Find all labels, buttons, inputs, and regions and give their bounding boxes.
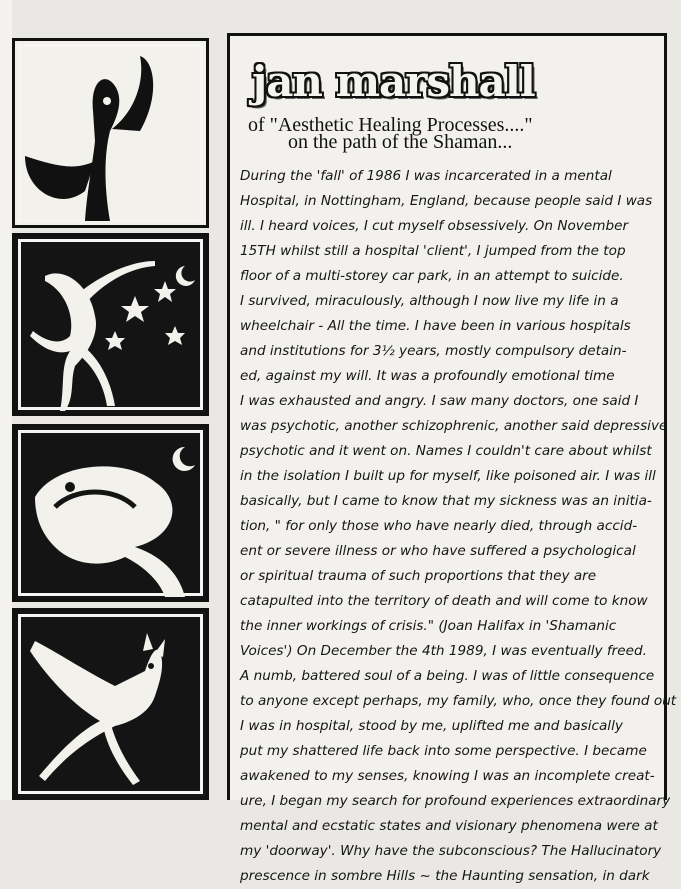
subtitle-line-1: of "Aesthetic Healing Processes...." bbox=[248, 114, 533, 136]
body-line: During the 'fall' of 1986 I was incarcerated in a mental bbox=[240, 168, 612, 184]
illustration-panel-1 bbox=[12, 38, 209, 228]
body-line: ill. I heard voices, I cut myself obsessively. On November bbox=[240, 218, 629, 234]
body-line: tion, " for only those who have nearly died, through accid- bbox=[240, 518, 638, 534]
body-line: awakened to my senses, knowing I was an incomplete creat- bbox=[240, 768, 655, 784]
subtitle-line-2: on the path of the Shaman... bbox=[288, 131, 513, 153]
body-line: I was exhausted and angry. I saw many doctors, one said I bbox=[240, 393, 639, 409]
fish-creature-moon-icon bbox=[15, 427, 206, 599]
body-line: psychotic and it went on. Names I couldn't care about whilst bbox=[240, 443, 652, 459]
page-margin bbox=[0, 0, 12, 800]
illustration-panel-3 bbox=[12, 424, 209, 602]
body-line: mental and ecstatic states and visionary phenomena were at bbox=[240, 818, 658, 834]
body-line: in the isolation I built up for myself, like poisoned air. I was ill bbox=[240, 468, 656, 484]
body-line: put my shattered life back into some perspective. I became bbox=[240, 743, 647, 759]
illustration-panel-2 bbox=[12, 233, 209, 416]
body-line: A numb, battered soul of a being. I was of little consequence bbox=[240, 668, 655, 684]
body-line: catapulted into the territory of death and will come to know bbox=[240, 593, 648, 609]
illustration-panel-4 bbox=[12, 608, 209, 800]
body-line: my 'doorway'. Why have the subconscious? The Hallucinatory bbox=[240, 843, 662, 859]
body-line: or spiritual trauma of such proportions that they are bbox=[240, 568, 597, 584]
animal-figure-icon bbox=[15, 611, 206, 797]
leaping-figure-stars-icon bbox=[15, 236, 206, 413]
article-frame bbox=[227, 33, 677, 884]
body-line: basically, but I came to know that my sickness was an initia- bbox=[240, 493, 652, 509]
body-line: wheelchair - All the time. I have been in various hospitals bbox=[240, 318, 631, 334]
body-line: to anyone except perhaps, my family, who, once they found out bbox=[240, 693, 677, 709]
body-line: I survived, miraculously, although I now live my life in a bbox=[240, 293, 619, 309]
figure-raised-arms-icon bbox=[15, 41, 206, 225]
body-line: I was in hospital, stood by me, uplifted me and basically bbox=[240, 718, 623, 734]
body-line: ure, I began my search for profound experiences extraordinary bbox=[240, 793, 671, 809]
body-line: ent or severe illness or who have suffered a psychological bbox=[240, 543, 636, 559]
body-line: and institutions for 3½ years, mostly compulsory detain- bbox=[240, 343, 627, 359]
body-line: ed, against my will. It was a profoundly emotional time bbox=[240, 368, 615, 384]
body-line: was psychotic, another schizophrenic, another said depressive bbox=[240, 418, 668, 434]
author-title: jan marshall bbox=[252, 57, 535, 106]
body-line: floor of a multi-storey car park, in an attempt to suicide. bbox=[240, 268, 624, 284]
body-line: prescence in sombre Hills ~ the Haunting sensation, in dark bbox=[240, 868, 650, 884]
body-line: Voices') On December the 4th 1989, I was eventually freed. bbox=[240, 643, 647, 659]
article-body bbox=[240, 164, 677, 889]
body-line: the inner workings of crisis." (Joan Halifax in 'Shamanic bbox=[240, 618, 617, 634]
body-line: 15TH whilst still a hospital 'client', I jumped from the top bbox=[240, 243, 626, 259]
body-line: Hospital, in Nottingham, England, because people said I was bbox=[240, 193, 653, 209]
